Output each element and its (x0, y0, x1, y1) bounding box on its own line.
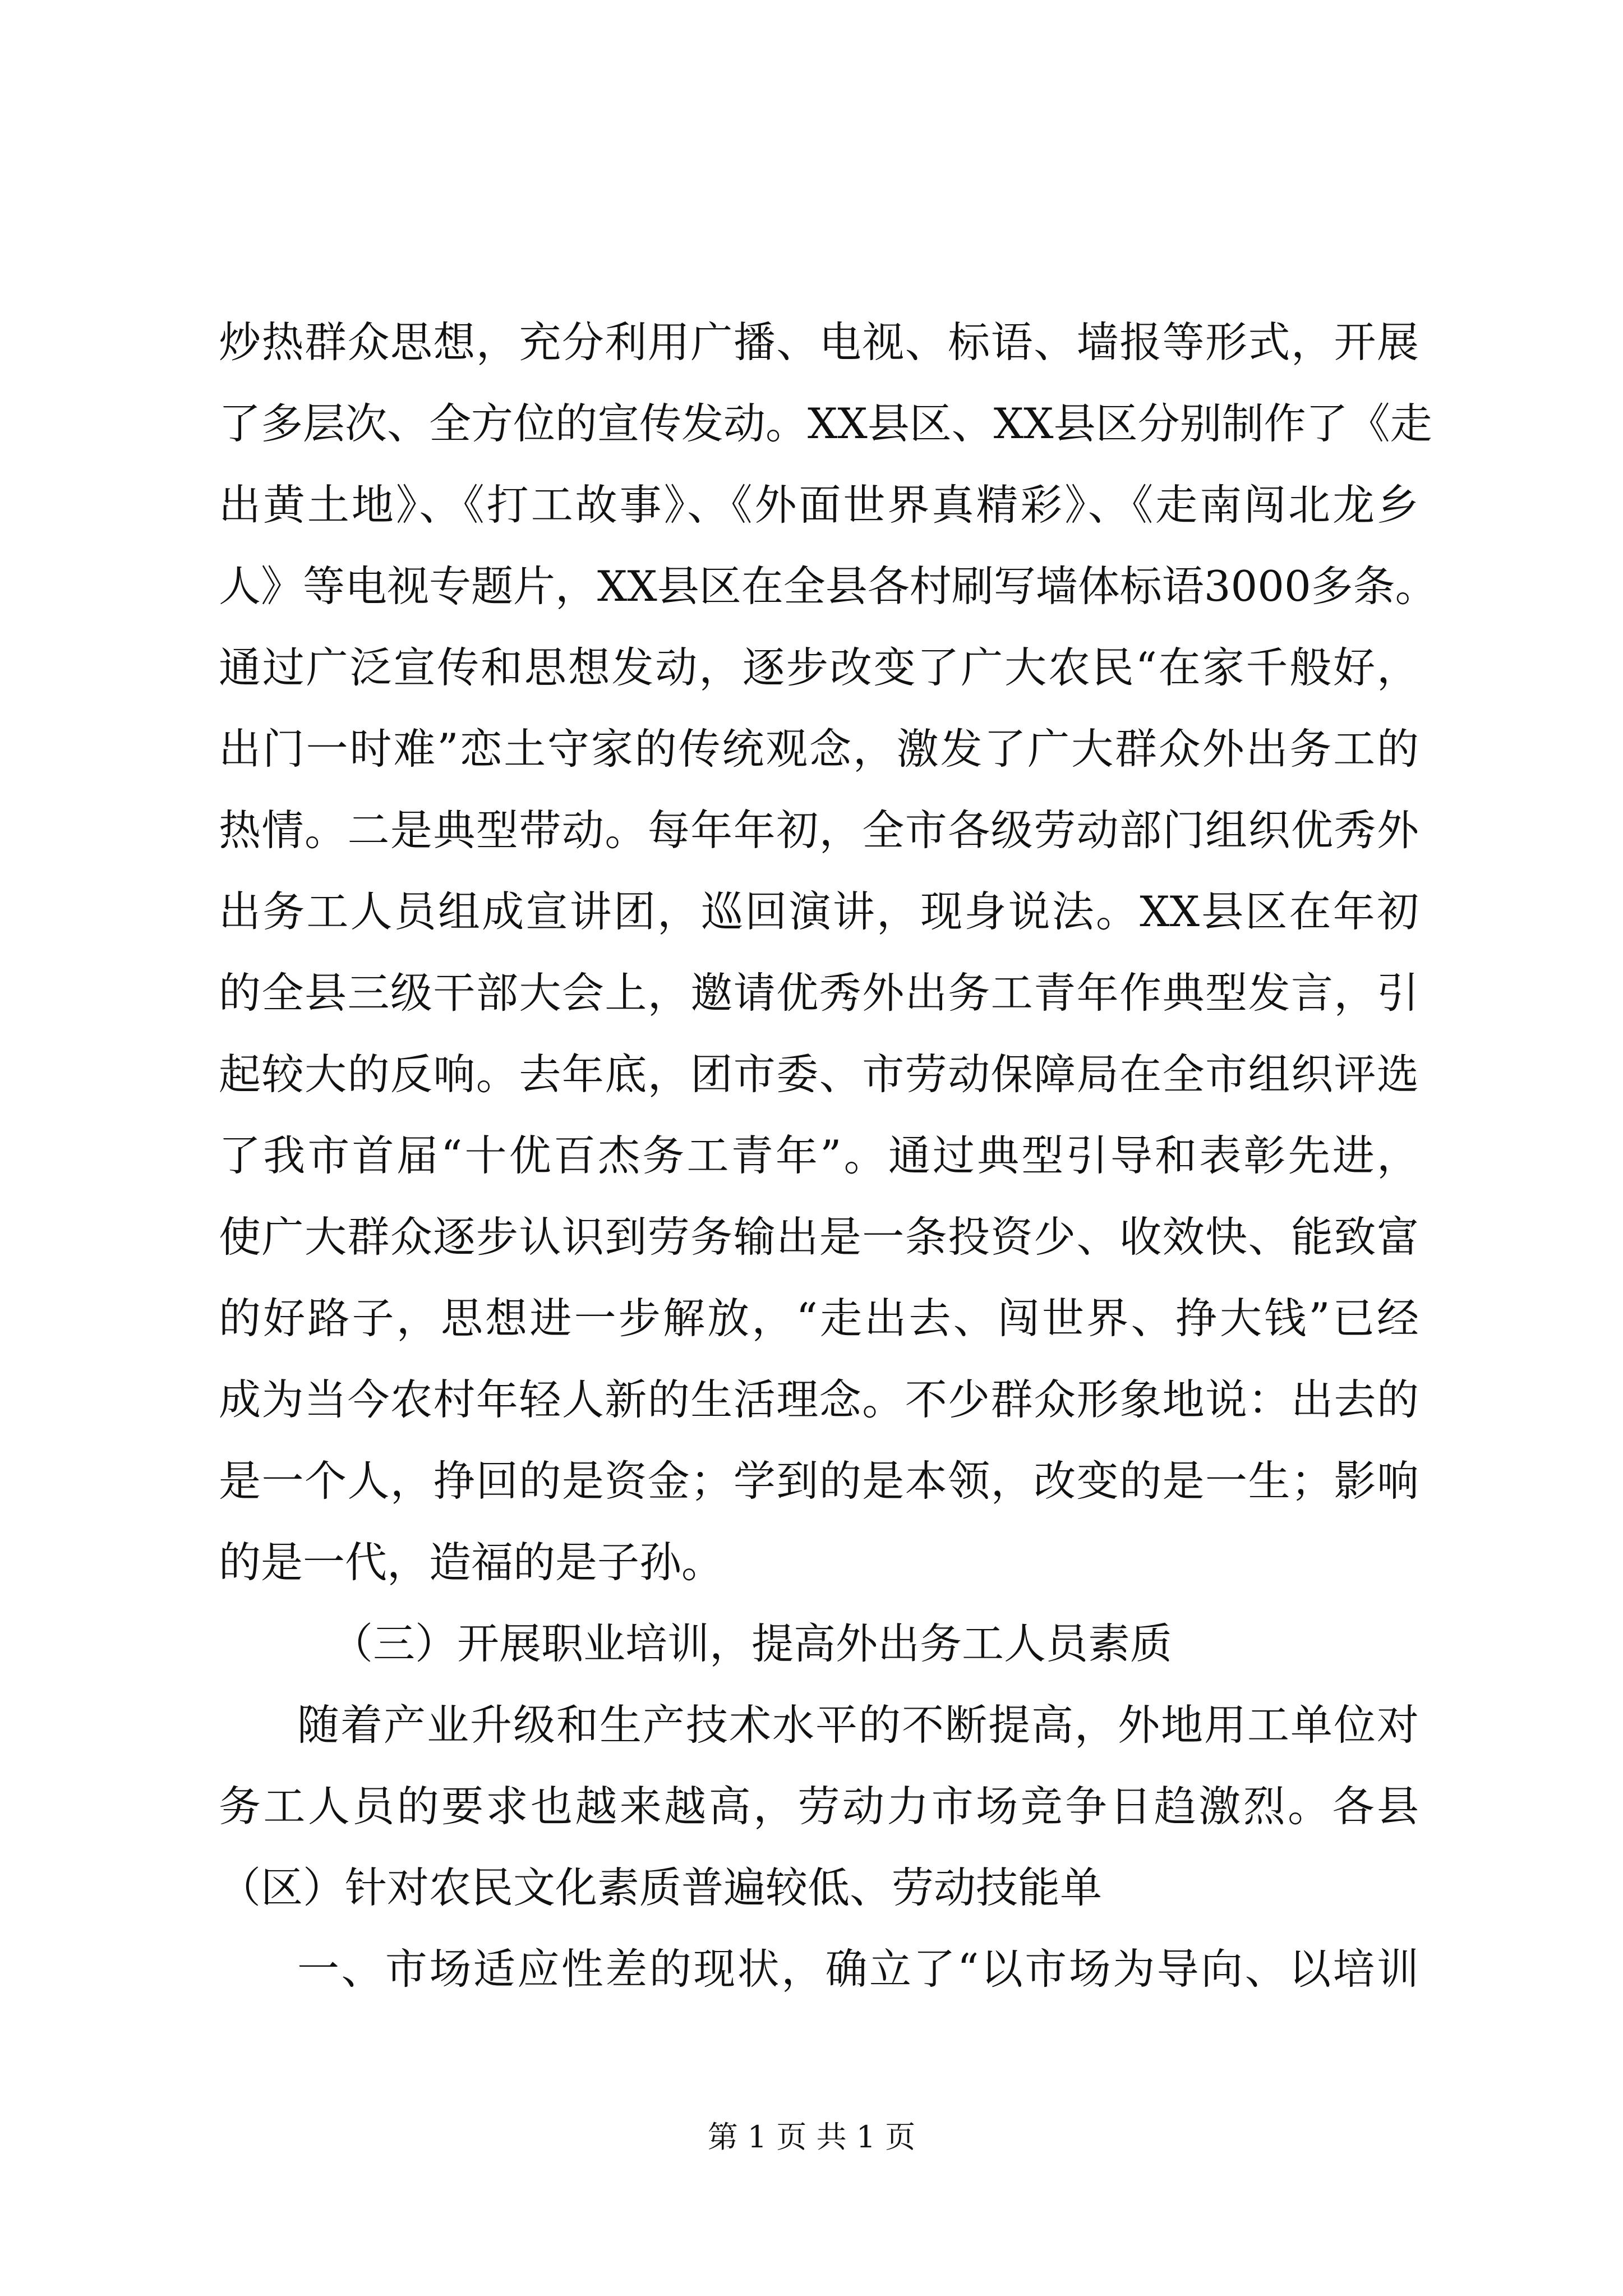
text-line: 热情。二是典型带动。每年年初，全市各级劳动部门组织优秀外 (219, 806, 1419, 855)
page-footer (0, 2115, 1623, 2160)
text-line: 通过广泛宣传和思想发动，逐步改变了广大农民“在家千般好， (219, 643, 1419, 692)
text-line: 出黄土地》、《打工故事》、《外面世界真精彩》、《走南闯北龙乡 (219, 480, 1419, 530)
text-line: 出务工人员组成宣讲团，巡回演讲，现身说法。XX县区在年初 (219, 887, 1419, 936)
text-line: 随着产业升级和生产技术水平的不断提高，外地用工单位对 (297, 1700, 1419, 1750)
text-line: 炒热群众思想，充分利用广播、电视、标语、墙报等形式，开展 (219, 318, 1419, 367)
text-line: 了多层次、全方位的宣传发动。XX县区、XX县区分别制作了《走 (219, 399, 1432, 448)
text-line: 是一个人，挣回的是资金；学到的是本领，改变的是一生；影响 (219, 1456, 1419, 1506)
text-line: 务工人员的要求也越来越高，劳动力市场竞争日趋激烈。各县 (219, 1782, 1419, 1831)
text-line: 的好路子，思想进一步解放，“走出去、闯世界、挣大钱”已经 (219, 1294, 1419, 1343)
text-line: 的全县三级干部大会上，邀请优秀外出务工青年作典型发言，引 (219, 968, 1419, 1018)
text-line: 了我市首届“十优百杰务工青年”。通过典型引导和表彰先进， (219, 1131, 1419, 1180)
text-line: 成为当今农村年轻人新的生活理念。不少群众形象地说：出去的 (219, 1375, 1419, 1424)
text-line: 出门一时难”恋土守家的传统观念，激发了广大群众外出务工的 (219, 724, 1419, 774)
text-line: 人》等电视专题片，XX县区在全县各村刷写墙体标语3000多条。 (219, 562, 1437, 611)
text-line: （区）针对农民文化素质普遍较低、劳动技能单 (219, 1863, 1103, 1912)
text-line: 使广大群众逐步认识到劳务输出是一条投资少、收效快、能致富 (219, 1212, 1419, 1262)
text-line: 一、市场适应性差的现状，确立了“以市场为导向、以培训 (297, 1944, 1419, 1994)
page-number-label: 第 1 页 共 1 页 (707, 2119, 916, 2155)
text-line: 的是一代，造福的是子孙。 (219, 1538, 724, 1587)
body-text (219, 302, 1437, 2010)
text-line: 起较大的反响。去年底，团市委、市劳动保障局在全市组织评选 (219, 1050, 1419, 1099)
section-heading: （三）开展职业培训，提高外出务工人员素质 (331, 1619, 1173, 1668)
